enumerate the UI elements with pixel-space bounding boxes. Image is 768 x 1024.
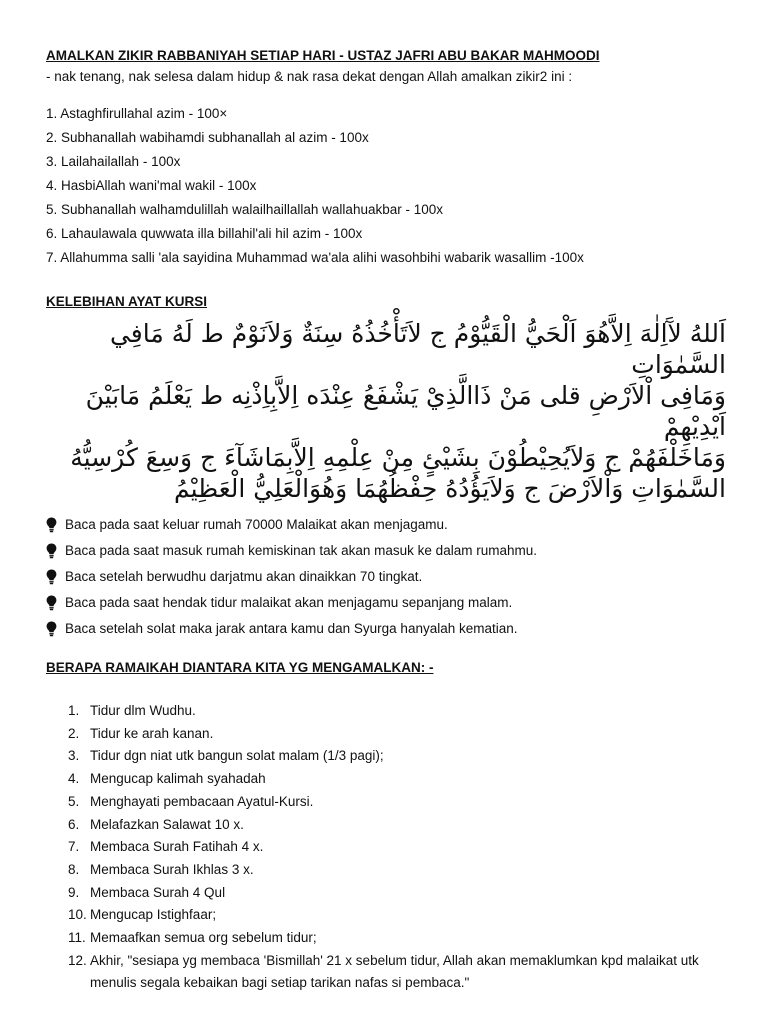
practice-heading: BERAPA RAMAIKAH DIANTARA KITA YG MENGAMALKAN: - — [46, 660, 434, 675]
lightbulb-icon — [46, 621, 59, 637]
zikir-item: 1. Astaghfirullahal azim - 100× — [46, 106, 228, 121]
zikir-item: 6. Lahaulawala quwwata illa billahil'ali hil azim - 100x — [46, 226, 363, 241]
list-item — [46, 791, 736, 814]
document-subtitle: - nak tenang, nak selesa dalam hidup & nak rasa dekat dengan Allah amalkan zikir2 ini : — [46, 69, 573, 84]
lightbulb-icon — [46, 569, 59, 585]
item-number: 5. — [68, 793, 80, 809]
item-text: Mengucap Istighfaar; — [90, 907, 217, 923]
benefit-item — [46, 512, 736, 538]
lightbulb-icon — [46, 517, 59, 533]
zikir-item: 4. HasbiAllah wani'mal wakil - 100x — [46, 178, 257, 193]
item-number: 10. — [68, 907, 87, 923]
item-text: Melafazkan Salawat 10 x. — [90, 816, 244, 832]
lightbulb-icon — [46, 543, 59, 559]
benefit-text: Baca setelah berwudhu darjatmu akan dinaikkan 70 tingkat. — [65, 569, 423, 584]
item-text: Memaafkan semua org sebelum tidur; — [90, 930, 317, 946]
list-item — [46, 950, 736, 995]
item-number: 9. — [68, 884, 80, 900]
arabic-line: وَمَاخَلْفَهُمْ ج وَلاَيُحِيْطُوْنَ بِشَيْئٍ مِنْ عِلْمِهِ اِلاَّبِمَاشَآءَ ج وَسِعَ كُرْسِيُّهُ — [70, 443, 726, 472]
list-item — [46, 882, 736, 905]
list-item — [46, 768, 736, 791]
benefit-text: Baca pada saat keluar rumah 70000 Malaikat akan menjagamu. — [65, 517, 448, 532]
list-item — [46, 814, 736, 837]
list-item — [46, 927, 736, 950]
arabic-line: السَّمٰوَاتِ وَاْلاَرْضَ ج وَلاَيَؤُدُهُ حِفْظُهُمَا وَهُوَالْعَلِيُّ الْعَظِيْمُ — [174, 474, 726, 503]
item-text: Tidur dlm Wudhu. — [90, 703, 196, 718]
item-number: 3. — [68, 748, 80, 764]
item-number: 12. — [68, 952, 87, 968]
zikir-item: 5. Subhanallah walhamdulillah walailhaillallah wallahuakbar - 100x — [46, 202, 443, 217]
benefit-item — [46, 616, 736, 642]
zikir-item: 7. Allahumma salli 'ala sayidina Muhammad wa'ala alihi wasohbihi wabarik wasallim -100x — [46, 250, 584, 265]
zikir-item: 3. Lailahailallah - 100x — [46, 154, 181, 169]
benefit-item — [46, 590, 736, 616]
benefit-text: Baca pada saat masuk rumah kemiskinan tak akan masuk ke dalam rumahmu. — [65, 543, 537, 558]
item-text: Mengucap kalimah syahadah — [90, 771, 266, 787]
benefit-list — [46, 512, 736, 642]
item-number: 6. — [68, 816, 80, 832]
item-text: Tidur dgn niat utk bangun solat malam (1/3 pagi); — [90, 748, 384, 764]
ayat-kursi-text — [46, 318, 726, 504]
item-text: Membaca Surah Ikhlas 3 x. — [90, 861, 254, 877]
zikir-list — [46, 102, 736, 270]
kursi-heading: KELEBIHAN AYAT KURSI — [46, 294, 208, 309]
item-number: 1. — [68, 703, 80, 718]
zikir-item: 2. Subhanallah wabihamdi subhanallah al azim - 100x — [46, 130, 369, 145]
list-item — [46, 745, 736, 768]
document-page — [46, 46, 736, 995]
benefit-text: Baca setelah solat maka jarak antara kamu dan Syurga hanyalah kematian. — [65, 621, 518, 636]
item-number: 8. — [68, 861, 80, 877]
item-text: Menghayati pembacaan Ayatul-Kursi. — [90, 793, 314, 809]
benefit-item — [46, 564, 736, 590]
list-item — [46, 904, 736, 927]
item-text: Akhir, "sesiapa yg membaca 'Bismillah' 21 x sebelum tidur, Allah akan memaklumkan kpd malaikat utk menulis segala kebaikan bagi setiap tarikan nafas si pembaca." — [90, 952, 699, 991]
item-number: 7. — [68, 839, 80, 855]
benefit-text: Baca pada saat hendak tidur malaikat akan menjagamu sepanjang malam. — [65, 595, 513, 610]
list-item — [46, 700, 736, 723]
item-text: Membaca Surah 4 Qul — [90, 884, 226, 900]
item-number: 11. — [68, 930, 86, 946]
document-title: AMALKAN ZIKIR RABBANIYAH SETIAP HARI - USTAZ JAFRI ABU BAKAR MAHMOODI — [46, 48, 600, 63]
item-text: Membaca Surah Fatihah 4 x. — [90, 839, 264, 855]
practice-list — [46, 700, 736, 995]
arabic-line: اَللهُ لآَاِلٰهَ اِلاَّهُوَ اَلْحَيُّ الْقَيُّوْمُ ج لاَتَأْخُذُهُ سِنَةٌ وَلاَنَوْمٌ ط لَهُ مَافِي السَّمٰوَاتِ — [109, 319, 726, 379]
list-item — [46, 723, 736, 746]
arabic-line: وَمَافِى اْلاَرْضِ قلى مَنْ ذَاالَّذِيْ يَشْفَعُ عِنْدَه اِلاَّبِاِذْنِه ط يَعْلَمُ مَابَيْنَ اَيْدِيْهِمْ — [85, 381, 726, 441]
list-item — [46, 836, 736, 859]
item-text: Tidur ke arah kanan. — [90, 725, 214, 741]
benefit-item — [46, 538, 736, 564]
item-number: 4. — [68, 771, 80, 787]
list-item — [46, 859, 736, 882]
item-number: 2. — [68, 725, 80, 741]
lightbulb-icon — [46, 595, 59, 611]
